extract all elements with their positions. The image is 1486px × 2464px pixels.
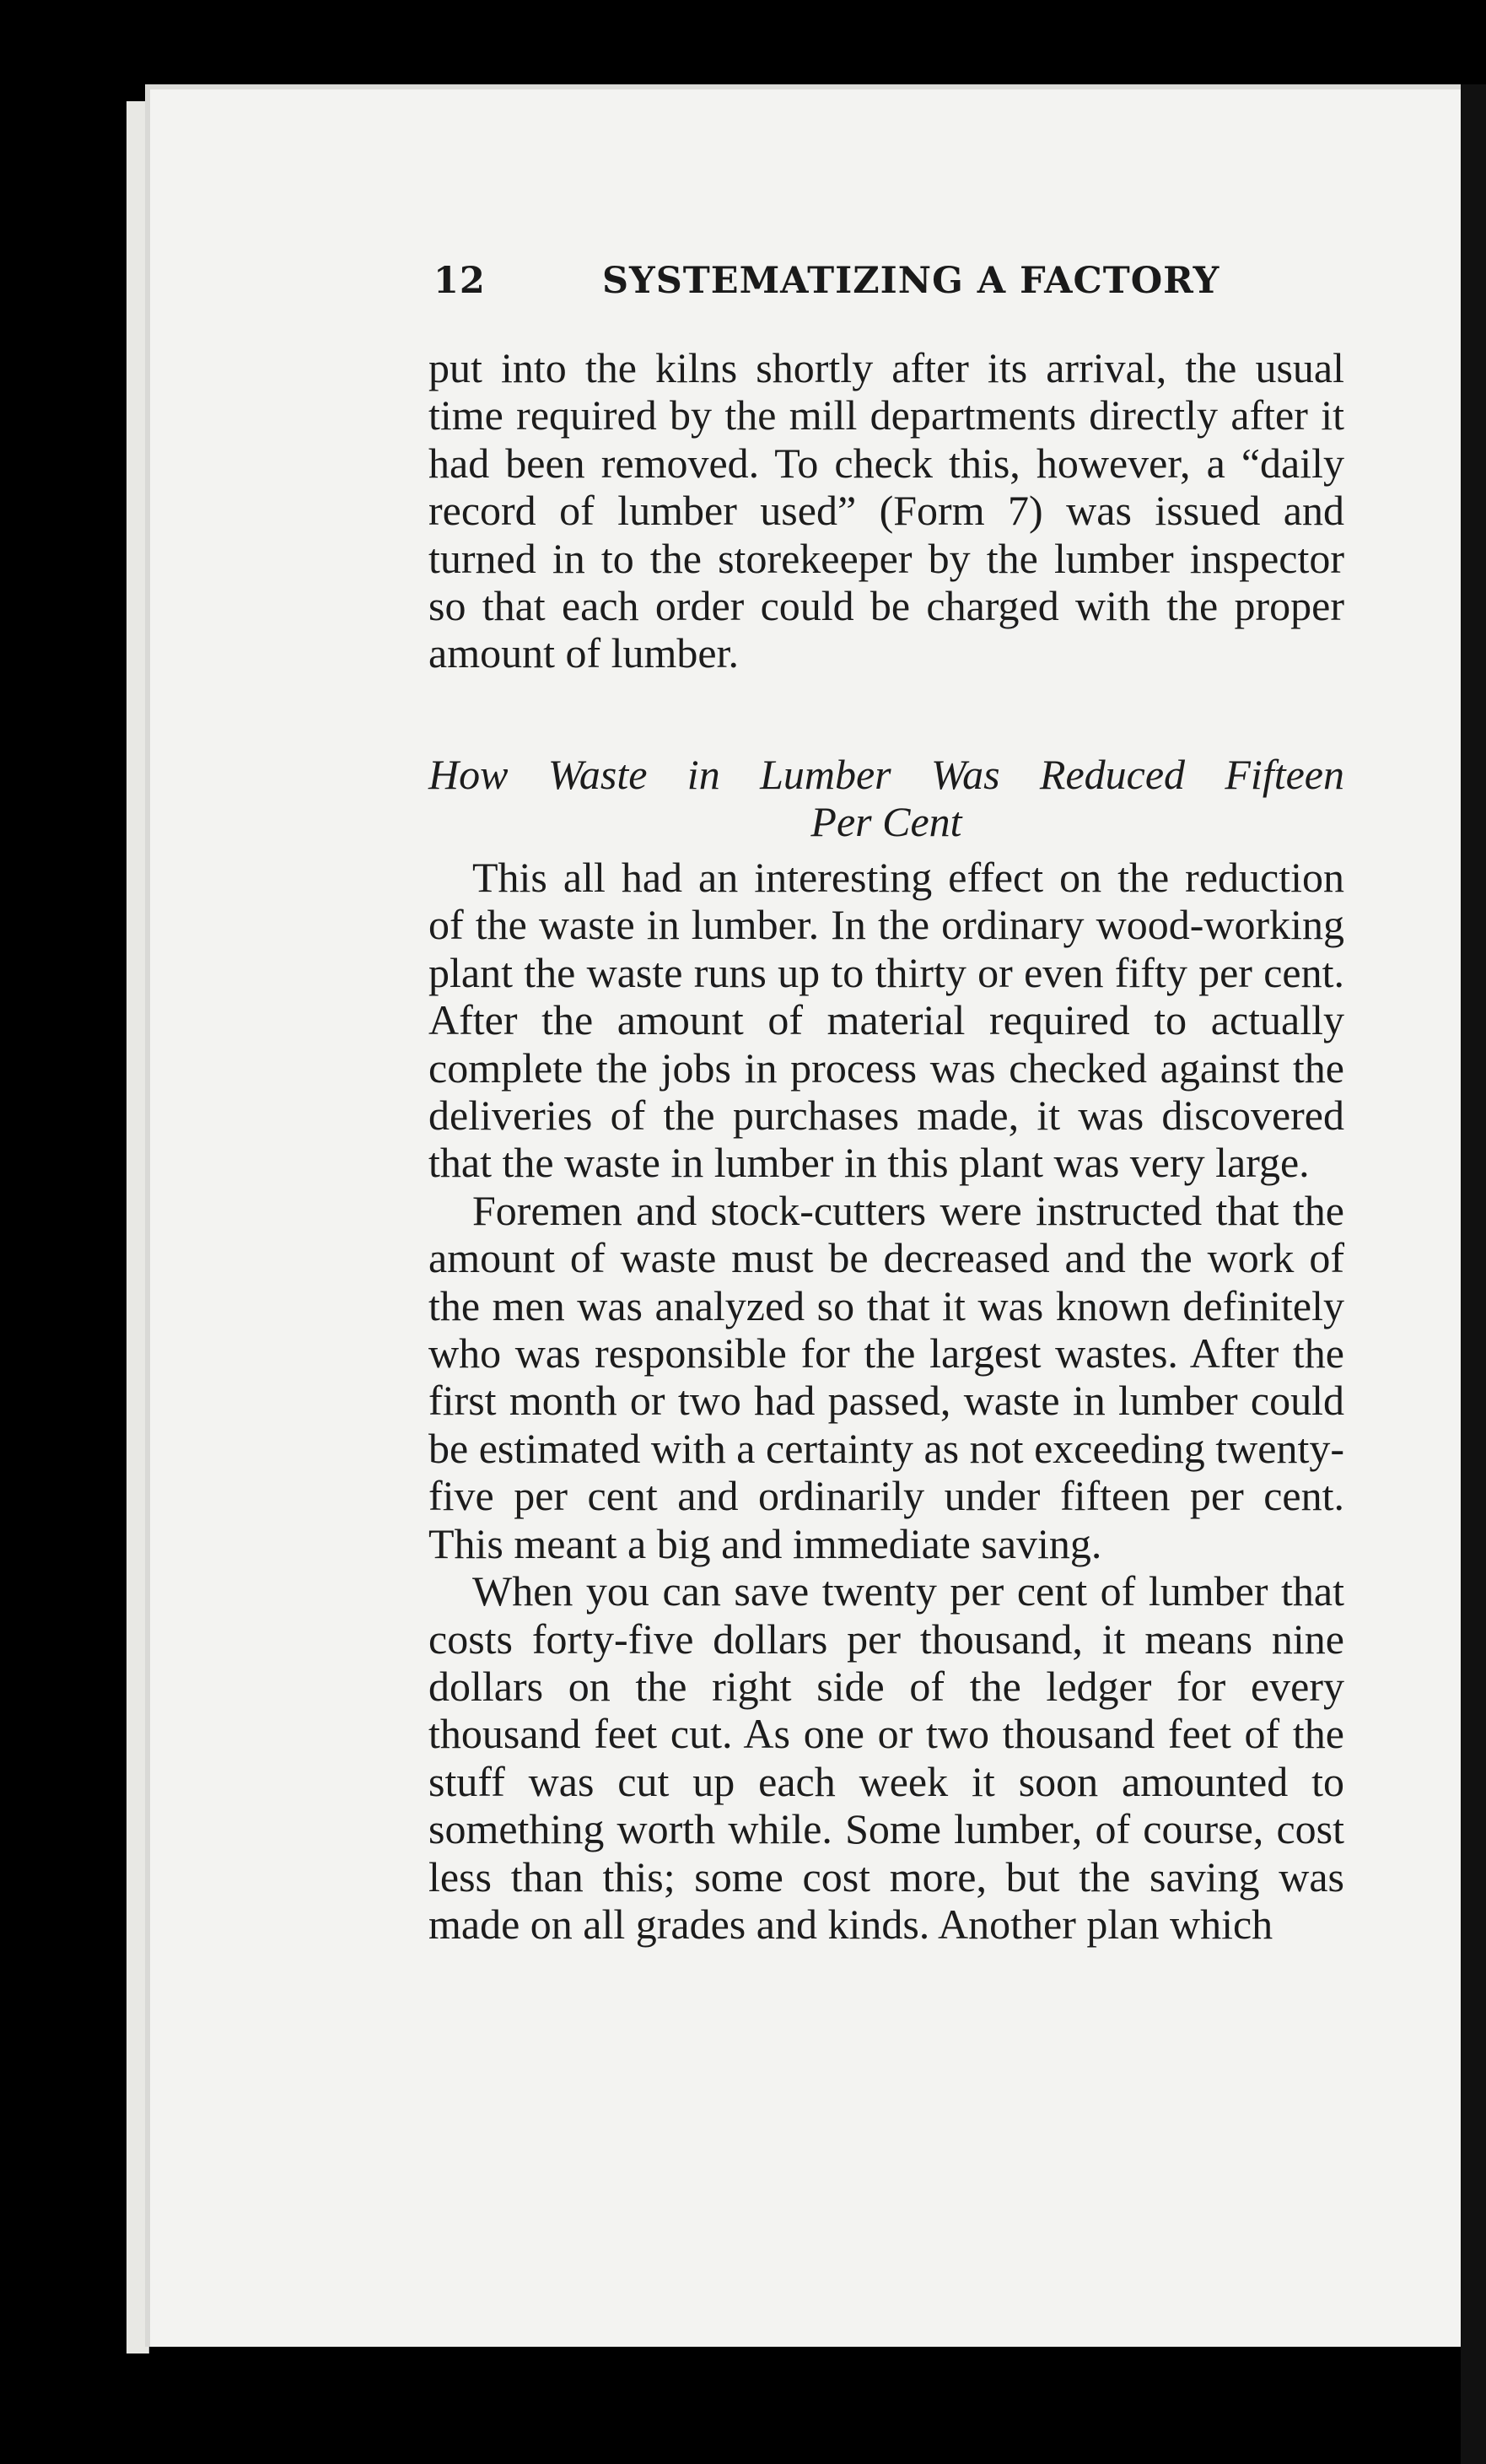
scan-border: [1461, 84, 1486, 2464]
section-heading: [428, 751, 1344, 845]
section-heading-line-2: Per Cent: [810, 798, 962, 845]
body-text: [428, 854, 1344, 1948]
paragraph: This all had an interesting effect on the reduction of the waste in lumber. In the ordinary wood-working plant the waste runs up to thirty or even fifty per cent. After the amount of material required to actually complete the jobs in process was checked against the deliveries of the purchases made, it was discovered that the waste in lumber in this plant was very large.: [428, 854, 1344, 1187]
section-heading-line-1: How Waste in Lumber Was Reduced Fifteen: [428, 751, 1344, 798]
paragraph: When you can save twenty per cent of lumber that costs forty-five dollars per thousand, it means nine dollars on the right side of the ledger for every thousand feet cut. As one or two thousand feet of the stuff was cut up each week it soon amounted to something worth while. Some lumber, of course, cost less than this; some cost more, but the saving was made on all grades and kinds. Another plan which: [428, 1567, 1344, 1948]
opening-paragraph-block: [428, 344, 1344, 677]
running-header: [433, 260, 1341, 310]
paragraph: Foremen and stock-cutters were instructed that the amount of waste must be decreased and the work of the men was analyzed so that it was known definitely who was responsible for the largest wastes. After the first month or two had passed, waste in lumber could be estimated with a certainty as not exceeding twenty-five per cent and ordinarily under fifteen per cent. This meant a big and immediate saving.: [428, 1186, 1344, 1567]
paragraph: put into the kilns shortly after its arrival, the usual time required by the mill departments directly after it had been removed. To check this, however, a “daily record of lumber used” (Form 7) was issued and turned in to the storekeeper by the lumber inspector so that each order could be charged with the proper amount of lumber.: [428, 344, 1344, 677]
running-title: SYSTEMATIZING A FACTORY: [602, 260, 1220, 302]
page-number: 12: [433, 260, 486, 302]
